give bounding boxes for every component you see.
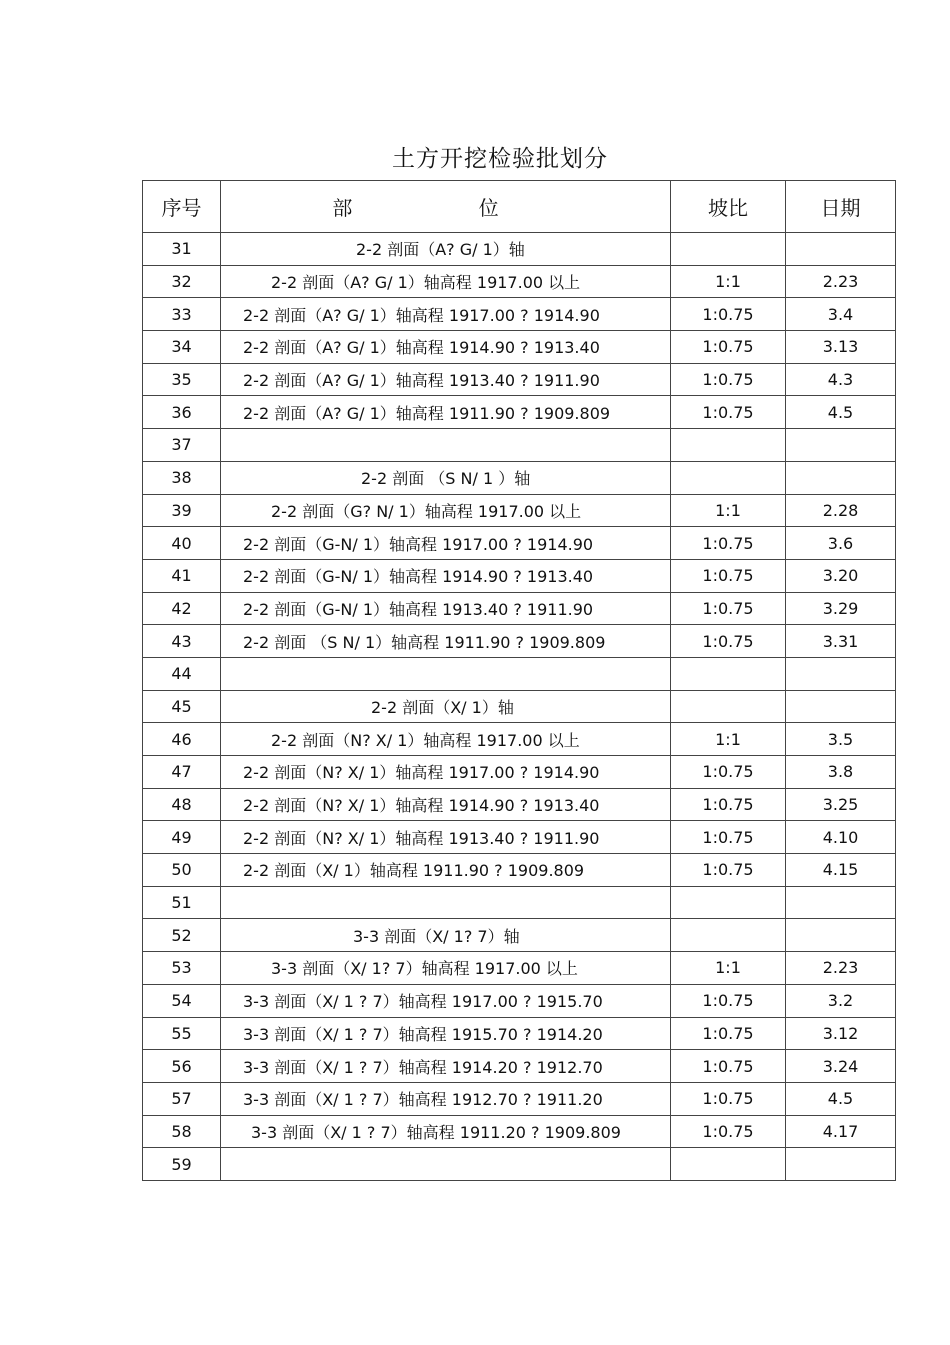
table-row xyxy=(143,756,896,789)
row-date: 3.13 xyxy=(786,331,896,364)
row-slope: 1:0.75 xyxy=(671,559,786,592)
row-position: 2-2 剖面（A? G/ 1）轴高程 1914.90 ? 1913.40 xyxy=(221,331,671,364)
table-row xyxy=(143,429,896,462)
row-seq: 42 xyxy=(143,592,221,625)
row-seq: 50 xyxy=(143,854,221,887)
table-row xyxy=(143,952,896,985)
row-seq: 36 xyxy=(143,396,221,429)
row-position: 3-3 剖面（X/ 1? 7）轴 xyxy=(221,919,671,952)
row-seq: 54 xyxy=(143,984,221,1017)
row-position: 2-2 剖面（A? G/ 1）轴高程 1917.00 以上 xyxy=(221,265,671,298)
row-position: 2-2 剖面（G-N/ 1）轴高程 1914.90 ? 1913.40 xyxy=(221,559,671,592)
row-seq: 31 xyxy=(143,233,221,266)
row-slope: 1:0.75 xyxy=(671,298,786,331)
row-position: 3-3 剖面（X/ 1? 7）轴高程 1917.00 以上 xyxy=(221,952,671,985)
table-row xyxy=(143,1115,896,1148)
row-date xyxy=(786,461,896,494)
row-position: 3-3 剖面（X/ 1 ? 7）轴高程 1911.20 ? 1909.809 xyxy=(221,1115,671,1148)
row-date: 4.5 xyxy=(786,396,896,429)
table-row xyxy=(143,298,896,331)
row-seq: 46 xyxy=(143,723,221,756)
row-seq: 38 xyxy=(143,461,221,494)
row-seq: 41 xyxy=(143,559,221,592)
row-position: 3-3 剖面（X/ 1 ? 7）轴高程 1915.70 ? 1914.20 xyxy=(221,1017,671,1050)
table-row xyxy=(143,886,896,919)
table-row xyxy=(143,919,896,952)
row-slope: 1:0.75 xyxy=(671,1082,786,1115)
header-date: 日期 xyxy=(786,181,896,233)
row-slope xyxy=(671,919,786,952)
row-date xyxy=(786,919,896,952)
row-slope: 1:0.75 xyxy=(671,854,786,887)
row-position: 2-2 剖面（G-N/ 1）轴高程 1913.40 ? 1911.90 xyxy=(221,592,671,625)
table-row xyxy=(143,723,896,756)
row-seq: 47 xyxy=(143,756,221,789)
table-row xyxy=(143,265,896,298)
row-seq: 32 xyxy=(143,265,221,298)
row-seq: 39 xyxy=(143,494,221,527)
row-position: 2-2 剖面（A? G/ 1）轴 xyxy=(221,233,671,266)
row-slope: 1:0.75 xyxy=(671,331,786,364)
row-seq: 34 xyxy=(143,331,221,364)
row-seq: 52 xyxy=(143,919,221,952)
row-date xyxy=(786,886,896,919)
row-position: 2-2 剖面（N? X/ 1）轴高程 1913.40 ? 1911.90 xyxy=(221,821,671,854)
row-slope: 1:0.75 xyxy=(671,396,786,429)
row-slope xyxy=(671,886,786,919)
row-date: 4.5 xyxy=(786,1082,896,1115)
row-date: 4.3 xyxy=(786,363,896,396)
row-seq: 49 xyxy=(143,821,221,854)
row-slope xyxy=(671,461,786,494)
table-row xyxy=(143,363,896,396)
document-title: 土方开挖检验批划分 xyxy=(392,146,608,172)
table-row xyxy=(143,233,896,266)
row-date xyxy=(786,657,896,690)
row-date: 3.20 xyxy=(786,559,896,592)
row-slope: 1:0.75 xyxy=(671,363,786,396)
row-date: 3.2 xyxy=(786,984,896,1017)
row-seq: 57 xyxy=(143,1082,221,1115)
row-date: 4.10 xyxy=(786,821,896,854)
table-row xyxy=(143,821,896,854)
row-seq: 55 xyxy=(143,1017,221,1050)
row-slope: 1:1 xyxy=(671,952,786,985)
row-seq: 51 xyxy=(143,886,221,919)
row-seq: 35 xyxy=(143,363,221,396)
row-position xyxy=(221,429,671,462)
table-row xyxy=(143,690,896,723)
table-header-row xyxy=(143,181,896,233)
row-date xyxy=(786,233,896,266)
table-row xyxy=(143,1148,896,1181)
row-seq: 45 xyxy=(143,690,221,723)
row-date: 3.4 xyxy=(786,298,896,331)
row-position: 2-2 剖面 （S N/ 1 ）轴 xyxy=(221,461,671,494)
row-slope: 1:0.75 xyxy=(671,756,786,789)
row-position: 3-3 剖面（X/ 1 ? 7）轴高程 1917.00 ? 1915.70 xyxy=(221,984,671,1017)
table-row xyxy=(143,494,896,527)
table-row xyxy=(143,331,896,364)
row-slope: 1:1 xyxy=(671,723,786,756)
row-position xyxy=(221,1148,671,1181)
row-date xyxy=(786,690,896,723)
header-slope: 坡比 xyxy=(671,181,786,233)
row-seq: 48 xyxy=(143,788,221,821)
row-date: 3.12 xyxy=(786,1017,896,1050)
row-date xyxy=(786,429,896,462)
table-body xyxy=(143,233,896,1181)
header-position: 部 位 xyxy=(221,181,671,233)
row-position: 2-2 剖面（X/ 1）轴 xyxy=(221,690,671,723)
row-slope: 1:0.75 xyxy=(671,592,786,625)
row-date: 3.8 xyxy=(786,756,896,789)
header-seq: 序号 xyxy=(143,181,221,233)
row-date: 3.31 xyxy=(786,625,896,658)
row-seq: 58 xyxy=(143,1115,221,1148)
table-row xyxy=(143,625,896,658)
row-seq: 33 xyxy=(143,298,221,331)
row-position xyxy=(221,886,671,919)
row-slope xyxy=(671,233,786,266)
table-row xyxy=(143,657,896,690)
row-date: 4.17 xyxy=(786,1115,896,1148)
table-row xyxy=(143,592,896,625)
row-slope: 1:0.75 xyxy=(671,1017,786,1050)
table-row xyxy=(143,1017,896,1050)
table-row xyxy=(143,1082,896,1115)
row-position xyxy=(221,657,671,690)
row-slope: 1:0.75 xyxy=(671,788,786,821)
row-seq: 43 xyxy=(143,625,221,658)
inspection-batch-table xyxy=(142,180,896,1181)
row-slope: 1:1 xyxy=(671,494,786,527)
row-slope: 1:0.75 xyxy=(671,1115,786,1148)
row-seq: 56 xyxy=(143,1050,221,1083)
table-row xyxy=(143,461,896,494)
table-row xyxy=(143,854,896,887)
table-row xyxy=(143,1050,896,1083)
row-slope: 1:0.75 xyxy=(671,1050,786,1083)
row-date: 3.6 xyxy=(786,527,896,560)
row-position: 2-2 剖面（G? N/ 1）轴高程 1917.00 以上 xyxy=(221,494,671,527)
row-slope xyxy=(671,690,786,723)
row-date: 2.28 xyxy=(786,494,896,527)
row-date: 3.5 xyxy=(786,723,896,756)
row-position: 2-2 剖面（N? X/ 1）轴高程 1917.00 以上 xyxy=(221,723,671,756)
row-date: 4.15 xyxy=(786,854,896,887)
row-slope xyxy=(671,429,786,462)
table-row xyxy=(143,527,896,560)
row-slope: 1:0.75 xyxy=(671,821,786,854)
row-date: 3.24 xyxy=(786,1050,896,1083)
row-slope: 1:0.75 xyxy=(671,625,786,658)
row-date: 3.25 xyxy=(786,788,896,821)
row-position: 2-2 剖面（N? X/ 1）轴高程 1917.00 ? 1914.90 xyxy=(221,756,671,789)
row-position: 2-2 剖面（A? G/ 1）轴高程 1917.00 ? 1914.90 xyxy=(221,298,671,331)
table-row xyxy=(143,984,896,1017)
row-position: 3-3 剖面（X/ 1 ? 7）轴高程 1912.70 ? 1911.20 xyxy=(221,1082,671,1115)
row-seq: 37 xyxy=(143,429,221,462)
row-position: 3-3 剖面（X/ 1 ? 7）轴高程 1914.20 ? 1912.70 xyxy=(221,1050,671,1083)
row-slope xyxy=(671,657,786,690)
row-position: 2-2 剖面（G-N/ 1）轴高程 1917.00 ? 1914.90 xyxy=(221,527,671,560)
row-seq: 59 xyxy=(143,1148,221,1181)
row-seq: 53 xyxy=(143,952,221,985)
row-slope: 1:0.75 xyxy=(671,527,786,560)
row-date: 2.23 xyxy=(786,265,896,298)
row-slope xyxy=(671,1148,786,1181)
row-slope: 1:1 xyxy=(671,265,786,298)
row-seq: 40 xyxy=(143,527,221,560)
table-row xyxy=(143,396,896,429)
row-date: 2.23 xyxy=(786,952,896,985)
row-position: 2-2 剖面（N? X/ 1）轴高程 1914.90 ? 1913.40 xyxy=(221,788,671,821)
row-slope: 1:0.75 xyxy=(671,984,786,1017)
row-position: 2-2 剖面（A? G/ 1）轴高程 1913.40 ? 1911.90 xyxy=(221,363,671,396)
table-row xyxy=(143,559,896,592)
row-position: 2-2 剖面（A? G/ 1）轴高程 1911.90 ? 1909.809 xyxy=(221,396,671,429)
row-position: 2-2 剖面 （S N/ 1）轴高程 1911.90 ? 1909.809 xyxy=(221,625,671,658)
table-row xyxy=(143,788,896,821)
row-date: 3.29 xyxy=(786,592,896,625)
row-date xyxy=(786,1148,896,1181)
row-seq: 44 xyxy=(143,657,221,690)
row-position: 2-2 剖面（X/ 1）轴高程 1911.90 ? 1909.809 xyxy=(221,854,671,887)
